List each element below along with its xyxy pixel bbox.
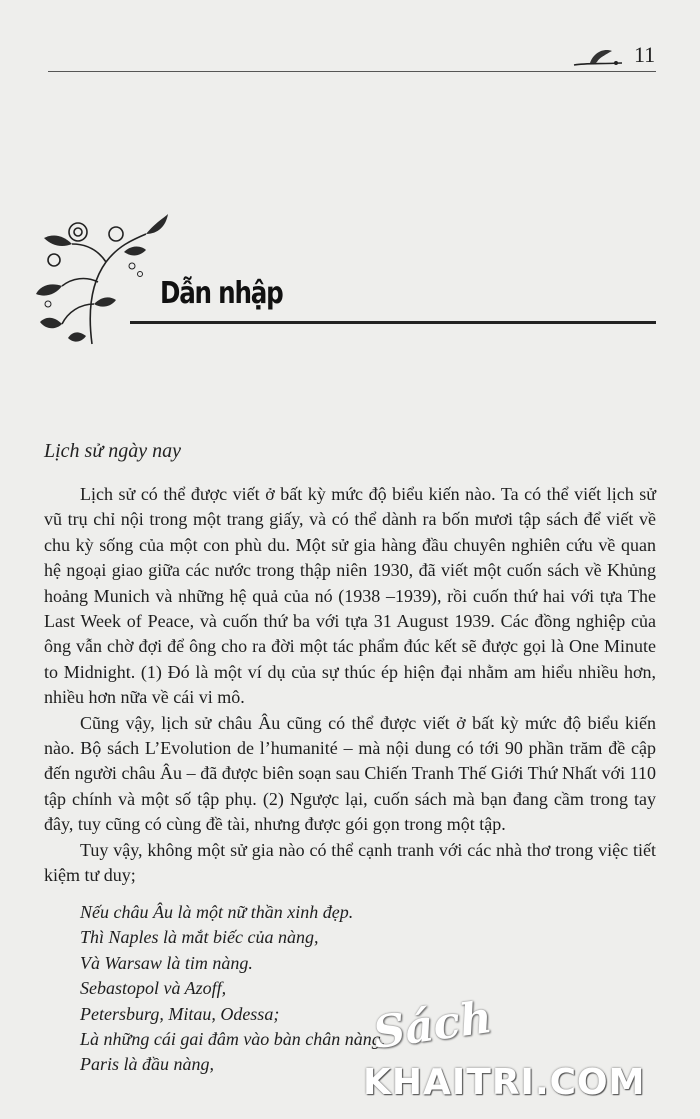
feather-pen-icon xyxy=(572,46,628,72)
poem-line: Paris là đầu nàng, xyxy=(80,1054,215,1075)
page-number: 11 xyxy=(634,42,656,67)
poem-line: Petersburg, Mitau, Odessa; xyxy=(80,1003,280,1024)
poem-line: Là những cái gai đâm vào bàn chân nàng, xyxy=(80,1029,386,1050)
poem-line: Và Warsaw là tim nàng. xyxy=(80,952,253,973)
paragraph: Lịch sử có thể được viết ở bất kỳ mức độ biểu kiến nào. Ta có thể viết lịch sử vũ trụ chỉ nội trong một trang giấy, và có thể dành ra bốn mươi tập sách để viết về chu kỳ sống của một con phù du. Một sử gia hàng đầu chuyên nghiên cứu về quan hệ ngoại giao giữa các nước trong thập niên 1930, đã viết một cuốn sách về Khủng hoảng Munich và những hệ quả của nó (1938 –1939), rồi cuốn thứ hai với tựa The Last Week of Peace, và cuốn thứ ba với tựa 31 August 1939. Các đồng nghiệp của ông vẫn chờ đợi để ông cho ra đời một tác phẩm đúc kết sẽ được gọi là One Minute to Midnight. (1) Đó là một ví dụ của sự thúc ép hiện đại nhằm am hiểu nhiều hơn, nhiều hơn nữa về cái vi mô. xyxy=(44,484,656,708)
poem-quote xyxy=(80,900,385,1078)
section-heading: Lịch sử ngày nay xyxy=(44,440,182,462)
watermark-script: Sách xyxy=(370,991,496,1060)
header-divider xyxy=(48,71,656,72)
watermark xyxy=(355,991,685,1110)
paragraph: Tuy vậy, không một sử gia nào có thể cạnh tranh với các nhà thơ trong việc tiết kiệm tư duy; xyxy=(44,839,656,886)
chapter-title: Dẫn nhập xyxy=(160,276,283,311)
poem-line: Sebastopol và Azoff, xyxy=(80,978,227,999)
floral-vine-icon xyxy=(32,204,170,350)
body-text xyxy=(44,482,656,889)
paragraph: Cũng vậy, lịch sử châu Âu cũng có thể được viết ở bất kỳ mức độ biểu kiến nào. Bộ sách L’Evolution de l’humanité – mà nội dung có tới 90 phần trăm đề cập đến người châu Âu – đã được biên soạn sau Chiến Tranh Thế Giới Thứ Nhất với 110 tập chính và một số tập phụ. (2) Ngược lại, cuốn sách mà bạn đang cầm trong tay đây, tuy cũng có cùng đề tài, nhưng được gói gọn trong một tập. xyxy=(44,712,656,835)
chapter-divider xyxy=(130,321,656,324)
poem-line: Nếu châu Âu là một nữ thần xinh đẹp. xyxy=(80,902,354,922)
watermark-brand: KHAITRI.COM xyxy=(363,1062,646,1103)
poem-line: Thì Naples là mắt biếc của nàng, xyxy=(80,927,319,948)
